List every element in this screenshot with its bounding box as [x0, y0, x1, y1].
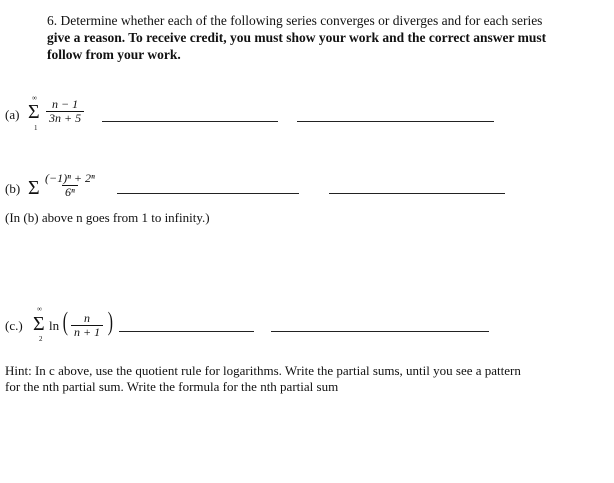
part-b-label: (b): [5, 181, 21, 196]
part-c-fraction: [71, 312, 103, 339]
question-instruction-bold: give a reason. To receive credit, you must show your work and the correct answer must follow from your work.: [47, 30, 547, 62]
part-c-sigma-icon: Σ: [33, 313, 45, 335]
part-a-denominator: 3n + 5: [46, 111, 84, 125]
part-a-sigma-icon: Σ: [28, 101, 40, 123]
part-a-answer-line-2[interactable]: [297, 121, 494, 122]
question-text: [47, 12, 547, 63]
part-b-sigma-icon: Σ: [28, 177, 40, 199]
part-a-label: (a): [5, 107, 20, 122]
part-b-denominator: 6ⁿ: [62, 185, 78, 199]
part-a-fraction: [46, 98, 84, 125]
part-c-answer-line-1[interactable]: [119, 331, 254, 332]
part-c-sum-upper: ∞: [37, 305, 42, 313]
question-instruction: Determine whether each of the following series converges or diverges and for each series: [60, 13, 543, 28]
part-a-answer-line-1[interactable]: [102, 121, 278, 122]
part-c-label: (c.): [5, 318, 23, 333]
part-c-answer-line-2[interactable]: [271, 331, 489, 332]
question-number: 6.: [47, 13, 58, 28]
part-c-right-paren: ): [107, 307, 113, 336]
part-b-answer-line-2[interactable]: [329, 193, 505, 194]
part-b-answer-line-1[interactable]: [117, 193, 299, 194]
part-a-numerator: n − 1: [52, 97, 79, 111]
part-c-denominator: n + 1: [71, 325, 103, 339]
part-c-function: ln: [49, 318, 60, 333]
part-c-sum-lower: 2: [39, 335, 43, 343]
hint-text: Hint: In c above, use the quotient rule for logarithms. Write the partial sums, until you see a pattern for the nth partial sum. Write the formula for the nth partial sum: [5, 363, 521, 394]
part-a-sum-lower: 1: [34, 124, 38, 132]
part-b-numerator: (−1)ⁿ + 2ⁿ: [45, 171, 95, 185]
part-b-note: (In (b) above n goes from 1 to infinity.): [5, 210, 210, 225]
part-b-fraction: [42, 172, 98, 199]
part-a-sum-upper: ∞: [32, 94, 37, 102]
part-c-numerator: n: [84, 311, 91, 325]
part-c-left-paren: (: [62, 307, 68, 336]
